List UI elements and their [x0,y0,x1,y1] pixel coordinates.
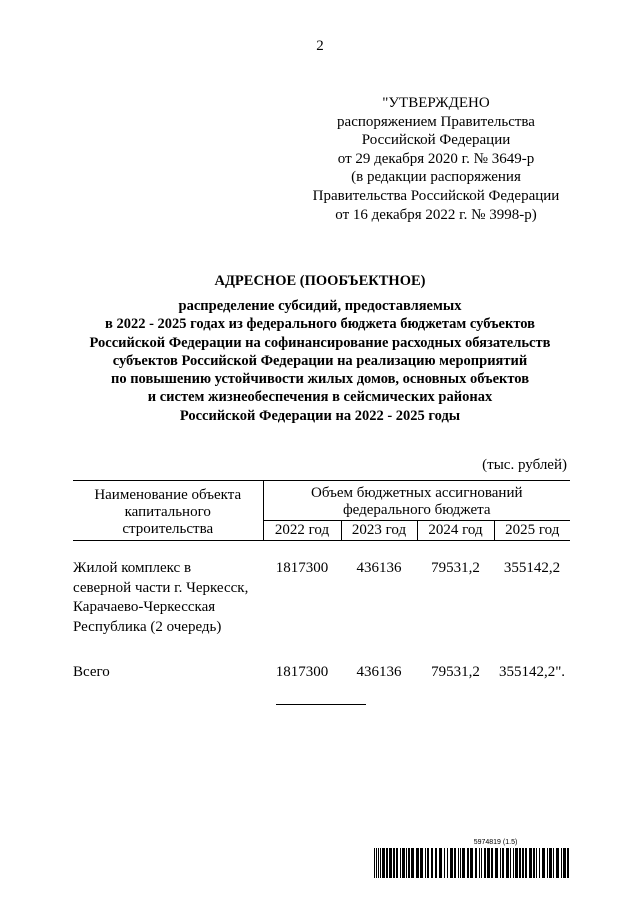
header-year: 2024 год [417,521,494,541]
unit-label: (тыс. рублей) [482,457,567,473]
document-title: АДРЕСНОЕ (ПООБЪЕКТНОЕ) [214,273,426,289]
approval-stamp [296,94,576,224]
table-row [73,559,570,637]
table-total-row [73,663,570,683]
barcode-text: 5974819 (1.5) [473,839,518,846]
value-cell: 1817300 [275,560,329,576]
object-name-line: Республика (2 очередь) [73,618,222,635]
page-number: 2 [316,38,324,54]
header-object-line: строительства [122,521,214,537]
object-name-line: северной части г. Черкесск, [73,579,249,596]
value-cell: 79531,2 [431,664,480,680]
approval-line: (в редакции распоряжения [351,169,521,186]
subtitle-line: в 2022 - 2025 годах из федерального бюджета бюджетам субъектов [105,316,535,333]
object-name-line: Карачаево-Черкесская [73,599,216,615]
closing-rule [276,704,366,705]
subtitle-line: и систем жизнеобеспечения в сейсмических районах [147,389,493,406]
subtitle-line: Российской Федерации на 2022 - 2025 годы [179,407,461,424]
object-name-line: Жилой комплекс в [73,560,192,576]
header-volume-line: Объем бюджетных ассигнований [311,485,523,501]
header-year: 2023 год [341,521,417,541]
header-object-line: Наименование объекта [94,487,242,503]
object-name-cell [73,559,263,637]
header-year: 2025 год [494,521,570,541]
header-budget-volume [263,481,570,521]
document-subtitle [0,297,640,425]
barcode-block [374,838,569,878]
value-cell: 1817300 [275,664,329,680]
total-label: Всего [73,664,110,680]
header-volume-line: федерального бюджета [342,502,491,518]
subtitle-line: по повышению устойчивости жилых домов, основных объектов [110,371,530,388]
subtitle-line: Российской Федерации на софинансирование расходных обязательств [89,334,551,351]
budget-table [73,480,570,683]
value-cell: 79531,2 [431,560,480,576]
approval-line: от 29 декабря 2020 г. № 3649-р [337,150,535,167]
header-year: 2022 год [263,521,341,541]
header-object-line: капитального [124,504,211,520]
value-cell: 355142,2 [503,560,561,576]
approval-line: распоряжением Правительства [337,113,535,130]
subtitle-line: субъектов Российской Федерации на реализацию мероприятий [112,352,528,369]
header-object-name [73,481,263,541]
approval-line: от 16 декабря 2022 г. № 3998-р) [335,206,537,223]
value-cell: 355142,2". [498,664,566,680]
approval-line: Российской Федерации [361,132,511,149]
approval-line: "УТВЕРЖДЕНО [382,95,490,111]
table-header-row [73,481,570,521]
barcode [374,848,569,878]
subtitle-line: распределение субсидий, предоставляемых [178,298,462,314]
approval-line: Правительства Российской Федерации [312,187,560,204]
value-cell: 436136 [356,664,402,680]
value-cell: 436136 [356,560,402,576]
